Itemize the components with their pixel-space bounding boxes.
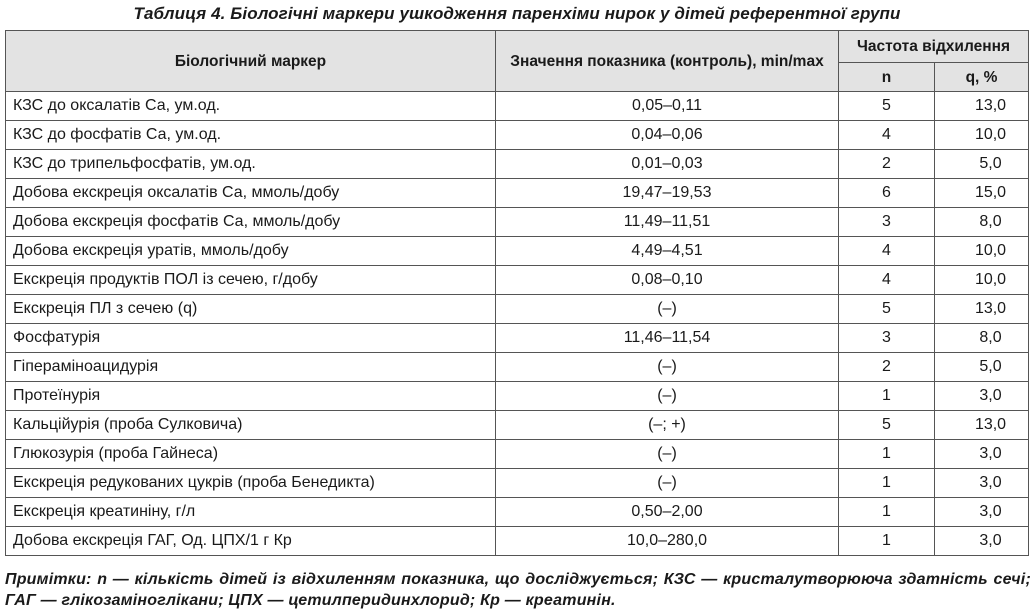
value-cell: 0,50–2,00 xyxy=(496,498,839,527)
q-cell: 8,0 xyxy=(935,208,1029,237)
markers-table xyxy=(5,30,1029,556)
n-cell: 6 xyxy=(839,179,935,208)
table-header xyxy=(6,31,1029,92)
marker-cell: Фосфатурія xyxy=(6,324,496,353)
table-note: Примітки: n — кількість дітей із відхиленням показника, що досліджується; КЗС — кристалутворююча здатність сечі; ГАГ — глікозаміноглікани; ЦПХ — цетилперидинхлорид; Кр — креатинін. xyxy=(5,571,1031,609)
table-row xyxy=(6,179,1029,208)
table-row xyxy=(6,237,1029,266)
marker-cell: Добова екскреція оксалатів Са, ммоль/добу xyxy=(6,179,496,208)
q-cell: 13,0 xyxy=(935,92,1029,121)
value-cell: (–) xyxy=(496,382,839,411)
marker-cell: Добова екскреція ГАГ, Од. ЦПХ/1 г Кр xyxy=(6,527,496,556)
header-q: q, % xyxy=(935,63,1029,92)
value-cell: 11,49–11,51 xyxy=(496,208,839,237)
q-cell: 3,0 xyxy=(935,498,1029,527)
table-body xyxy=(6,92,1029,556)
q-cell: 3,0 xyxy=(935,382,1029,411)
marker-cell: Екскреція ПЛ з сечею (q) xyxy=(6,295,496,324)
n-cell: 1 xyxy=(839,469,935,498)
marker-cell: Добова екскреція фосфатів Са, ммоль/добу xyxy=(6,208,496,237)
marker-cell: Глюкозурія (проба Гайнеса) xyxy=(6,440,496,469)
marker-cell: КЗС до трипельфосфатів, ум.од. xyxy=(6,150,496,179)
n-cell: 1 xyxy=(839,440,935,469)
table-row xyxy=(6,266,1029,295)
value-cell: 19,47–19,53 xyxy=(496,179,839,208)
n-cell: 2 xyxy=(839,150,935,179)
marker-cell: Екскреція редукованих цукрів (проба Бенедикта) xyxy=(6,469,496,498)
q-cell: 3,0 xyxy=(935,440,1029,469)
q-cell: 13,0 xyxy=(935,295,1029,324)
marker-cell: Гіпераміноацидурія xyxy=(6,353,496,382)
table-row xyxy=(6,92,1029,121)
table-row xyxy=(6,469,1029,498)
header-n: n xyxy=(839,63,935,92)
table-row xyxy=(6,527,1029,556)
marker-cell: Екскреція креатиніну, г/л xyxy=(6,498,496,527)
marker-cell: Екскреція продуктів ПОЛ із сечею, г/добу xyxy=(6,266,496,295)
table-row xyxy=(6,324,1029,353)
q-cell: 10,0 xyxy=(935,121,1029,150)
q-cell: 3,0 xyxy=(935,527,1029,556)
n-cell: 3 xyxy=(839,208,935,237)
table-row xyxy=(6,295,1029,324)
q-cell: 10,0 xyxy=(935,237,1029,266)
n-cell: 4 xyxy=(839,121,935,150)
marker-cell: КЗС до фосфатів Са, ум.од. xyxy=(6,121,496,150)
q-cell: 8,0 xyxy=(935,324,1029,353)
value-cell: (–) xyxy=(496,469,839,498)
q-cell: 5,0 xyxy=(935,353,1029,382)
header-frequency: Частота відхилення xyxy=(839,31,1029,63)
q-cell: 10,0 xyxy=(935,266,1029,295)
n-cell: 3 xyxy=(839,324,935,353)
table-row xyxy=(6,353,1029,382)
table-row xyxy=(6,150,1029,179)
header-marker: Біологічний маркер xyxy=(6,31,496,92)
table-row xyxy=(6,382,1029,411)
n-cell: 1 xyxy=(839,498,935,527)
table-row xyxy=(6,208,1029,237)
marker-cell: Протеїнурія xyxy=(6,382,496,411)
value-cell: 11,46–11,54 xyxy=(496,324,839,353)
q-cell: 13,0 xyxy=(935,411,1029,440)
n-cell: 5 xyxy=(839,295,935,324)
value-cell: (–) xyxy=(496,440,839,469)
value-cell: 0,01–0,03 xyxy=(496,150,839,179)
q-cell: 3,0 xyxy=(935,469,1029,498)
table-row xyxy=(6,498,1029,527)
value-cell: (–; +) xyxy=(496,411,839,440)
n-cell: 5 xyxy=(839,411,935,440)
header-value: Значення показника (контроль), min/max xyxy=(496,31,839,92)
table-caption: Таблиця 4. Біологічні маркери ушкодження паренхіми нирок у дітей референтної групи xyxy=(133,4,901,23)
value-cell: 0,08–0,10 xyxy=(496,266,839,295)
table-row xyxy=(6,411,1029,440)
marker-cell: КЗС до оксалатів Са, ум.од. xyxy=(6,92,496,121)
n-cell: 4 xyxy=(839,266,935,295)
table-row xyxy=(6,121,1029,150)
q-cell: 5,0 xyxy=(935,150,1029,179)
n-cell: 4 xyxy=(839,237,935,266)
value-cell: 4,49–4,51 xyxy=(496,237,839,266)
marker-cell: Кальційурія (проба Сулковича) xyxy=(6,411,496,440)
q-cell: 15,0 xyxy=(935,179,1029,208)
value-cell: (–) xyxy=(496,353,839,382)
n-cell: 1 xyxy=(839,382,935,411)
value-cell: 0,05–0,11 xyxy=(496,92,839,121)
n-cell: 1 xyxy=(839,527,935,556)
value-cell: 0,04–0,06 xyxy=(496,121,839,150)
n-cell: 2 xyxy=(839,353,935,382)
table-row xyxy=(6,440,1029,469)
marker-cell: Добова екскреція уратів, ммоль/добу xyxy=(6,237,496,266)
value-cell: 10,0–280,0 xyxy=(496,527,839,556)
value-cell: (–) xyxy=(496,295,839,324)
n-cell: 5 xyxy=(839,92,935,121)
